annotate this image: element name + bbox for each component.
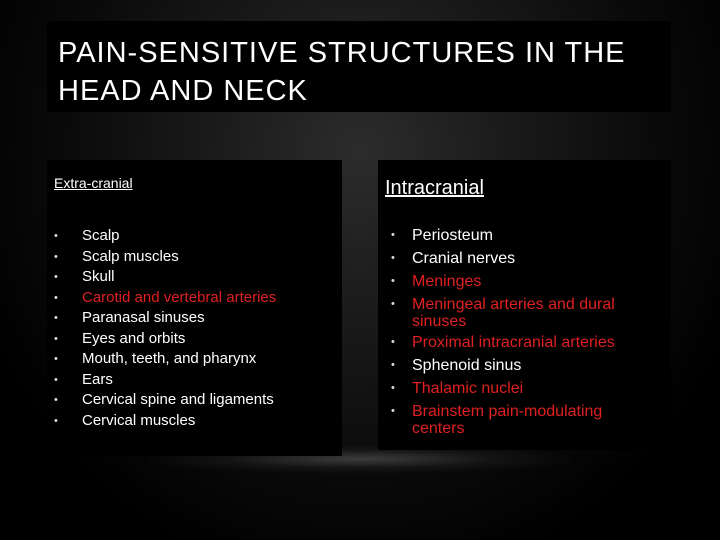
list-item	[54, 288, 276, 309]
bullet-icon: •	[54, 332, 58, 345]
bullet-icon: •	[391, 275, 395, 287]
list-item-text: Scalp muscles	[82, 247, 179, 265]
bullet-icon: •	[54, 373, 58, 386]
bullet-icon: •	[54, 394, 58, 406]
list-item-text: Ears	[82, 370, 113, 388]
intracranial-column	[378, 160, 671, 450]
list-item-text: Sphenoid sinus	[412, 357, 522, 374]
list-item	[387, 334, 652, 351]
extracranial-list	[54, 226, 276, 431]
slide-title: PAIN-SENSITIVE STRUCTURES IN THE HEAD AND NECK	[58, 37, 626, 107]
list-item	[54, 308, 276, 329]
bullet-icon: •	[391, 252, 395, 264]
list-item-text: Cranial nerves	[412, 250, 516, 267]
bullet-icon: •	[391, 229, 395, 241]
bullet-icon: •	[391, 382, 395, 394]
bullet-icon: •	[391, 359, 395, 371]
list-item	[387, 250, 652, 267]
list-item-text: Brainstem pain-modulating centers	[412, 403, 603, 437]
list-item	[54, 267, 276, 288]
bullet-icon: •	[54, 250, 58, 263]
intracranial-heading: Intracranial	[385, 177, 484, 199]
bullet-icon: •	[391, 405, 395, 417]
list-item-text: Scalp	[82, 227, 120, 244]
list-item	[54, 411, 276, 432]
list-item-text: Eyes and orbits	[82, 329, 186, 347]
list-item	[387, 227, 652, 244]
list-item-text: Paranasal sinuses	[82, 309, 205, 326]
list-item-text: Skull	[82, 268, 115, 285]
list-item	[54, 370, 276, 391]
list-item	[54, 247, 276, 268]
list-item	[387, 380, 652, 397]
extracranial-column	[47, 160, 342, 456]
bullet-icon: •	[54, 291, 58, 304]
list-item-text: Periosteum	[412, 227, 493, 244]
bullet-icon: •	[54, 312, 58, 324]
bullet-icon: •	[54, 230, 58, 242]
bullet-icon: •	[391, 298, 395, 310]
list-item	[387, 273, 652, 290]
list-item-text: Carotid and vertebral arteries	[82, 288, 277, 306]
list-item-text: Cervical spine and ligaments	[82, 391, 274, 408]
list-item	[54, 226, 276, 247]
bullet-icon: •	[54, 271, 58, 283]
list-item-text: Meninges	[412, 273, 482, 290]
list-item	[387, 403, 652, 437]
list-item	[387, 296, 652, 330]
list-item	[54, 390, 276, 411]
list-item	[54, 329, 276, 350]
title-box	[47, 21, 671, 112]
bullet-icon: •	[54, 353, 58, 365]
list-item-text: Proximal intracranial arteries	[412, 334, 615, 351]
list-item-text: Meningeal arteries and dural sinuses	[412, 296, 615, 330]
bullet-icon: •	[391, 336, 395, 348]
list-item-text: Cervical muscles	[82, 411, 196, 429]
list-item	[387, 357, 652, 374]
intracranial-list	[387, 227, 652, 443]
bullet-icon: •	[54, 414, 58, 427]
list-item-text: Thalamic nuclei	[412, 380, 524, 397]
list-item-text: Mouth, teeth, and pharynx	[82, 350, 257, 367]
list-item	[54, 349, 276, 370]
extracranial-heading: Extra-cranial	[54, 175, 133, 191]
